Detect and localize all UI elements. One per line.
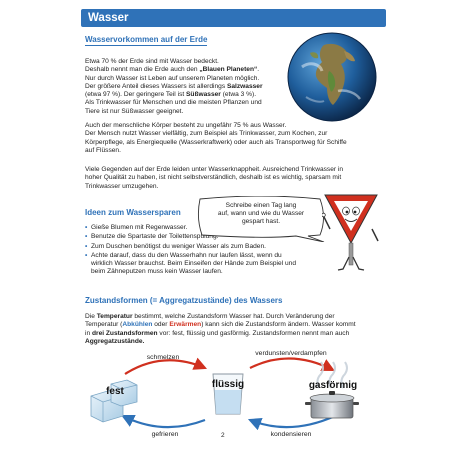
state-label-gas: gasförmig — [308, 380, 358, 391]
title-bar — [81, 9, 386, 27]
freezing-label: gefrieren — [151, 431, 179, 438]
freezing-arrow — [123, 416, 205, 427]
human-body-water-paragraph: Auch der menschliche Körper besteht zu ungefähr 75 % aus Wasser. Der Mensch nutzt Wasser vielfältig, zum Beispiel als Trinkwasser, zum Kochen, zur Körperpflege, als Energiequelle (Wasserkraftwerk) oder auch als Transportweg für Schiffe auf Flüssen. — [85, 122, 347, 154]
melting-label: schmelzen — [146, 354, 180, 361]
page-title: Wasser — [88, 12, 129, 24]
list-item: • Benutze die Spartaste der Toilettenspülung. — [85, 233, 305, 241]
yield-sign-mascot-illustration — [322, 191, 380, 275]
list-item: • Zum Duschen benötigst du weniger Wasser als zum Baden. — [85, 243, 305, 251]
water-scarcity-paragraph: Viele Gegenden auf der Erde leiden unter Wasserknappheit. Ausreichend Trinkwasser in hoher Qualität zu haben, ist nicht selbstverständlich, deshalb ist es wichtig, sparsam mit Trinkwasser umzugehen. — [85, 166, 344, 190]
speech-bubble-text: Schreibe einen Tag lang auf, wann und wie du Wasser gespart hast. — [217, 202, 305, 226]
section-heading-states-of-matter: Zustandsformen (= Aggregatzustände) des Wassers — [85, 296, 283, 305]
state-label-liquid: flüssig — [211, 379, 245, 390]
melting-arrow — [125, 360, 205, 374]
state-label-solid: fest — [106, 386, 124, 397]
earth-globe-image — [286, 31, 378, 123]
section-heading-saving-ideas: Ideen zum Wassersparen — [85, 208, 181, 217]
states-of-matter-diagram — [85, 344, 385, 438]
states-of-matter-paragraph: Die Temperatur bestimmt, welche Zustandsform Wasser hat. Durch Veränderung der Temperatur (Abkühlen oder Erwärmen) kann sich die Zustandsform ändern. Wasser kommt in drei Zustandsformen vor: fest, flüssig und gasförmig. Zustandsformen nennt man auch Aggregatzustände. — [85, 313, 356, 345]
list-item: • Achte darauf, dass du den Wasserhahn nur laufen lässt, wenn du wirklich Wasser brauchst. Beim Einseifen der Hände zum Beispiel und beim Zähneputzen muss kein Wasser laufen. — [85, 252, 305, 277]
condensing-label: kondensieren — [270, 431, 312, 438]
page-number: 2 — [221, 432, 225, 439]
section-heading-water-occurrence: Wasservorkommen auf der Erde — [85, 35, 208, 44]
evaporating-arrow — [250, 358, 333, 370]
evaporating-label: verdunsten/verdampfen — [255, 350, 327, 357]
list-item: • Gieße Blumen mit Regenwasser. — [85, 224, 305, 232]
water-intro-paragraph: Etwa 70 % der Erde sind mit Wasser bedeckt. Deshalb nennt man die Erde auch den „Blauen Planeten“. Nur durch Wasser ist Leben auf unserem Planeten möglich. Der größere Anteil dieses Wassers ist allerdings Salzwasser (etwa 97 %). Der geringere Teil ist Süßwasser (etwa 3 %). Als Trinkwasser für Menschen und die meisten Pflanzen und Tiere ist nur Süßwasser geeignet. — [85, 58, 263, 115]
